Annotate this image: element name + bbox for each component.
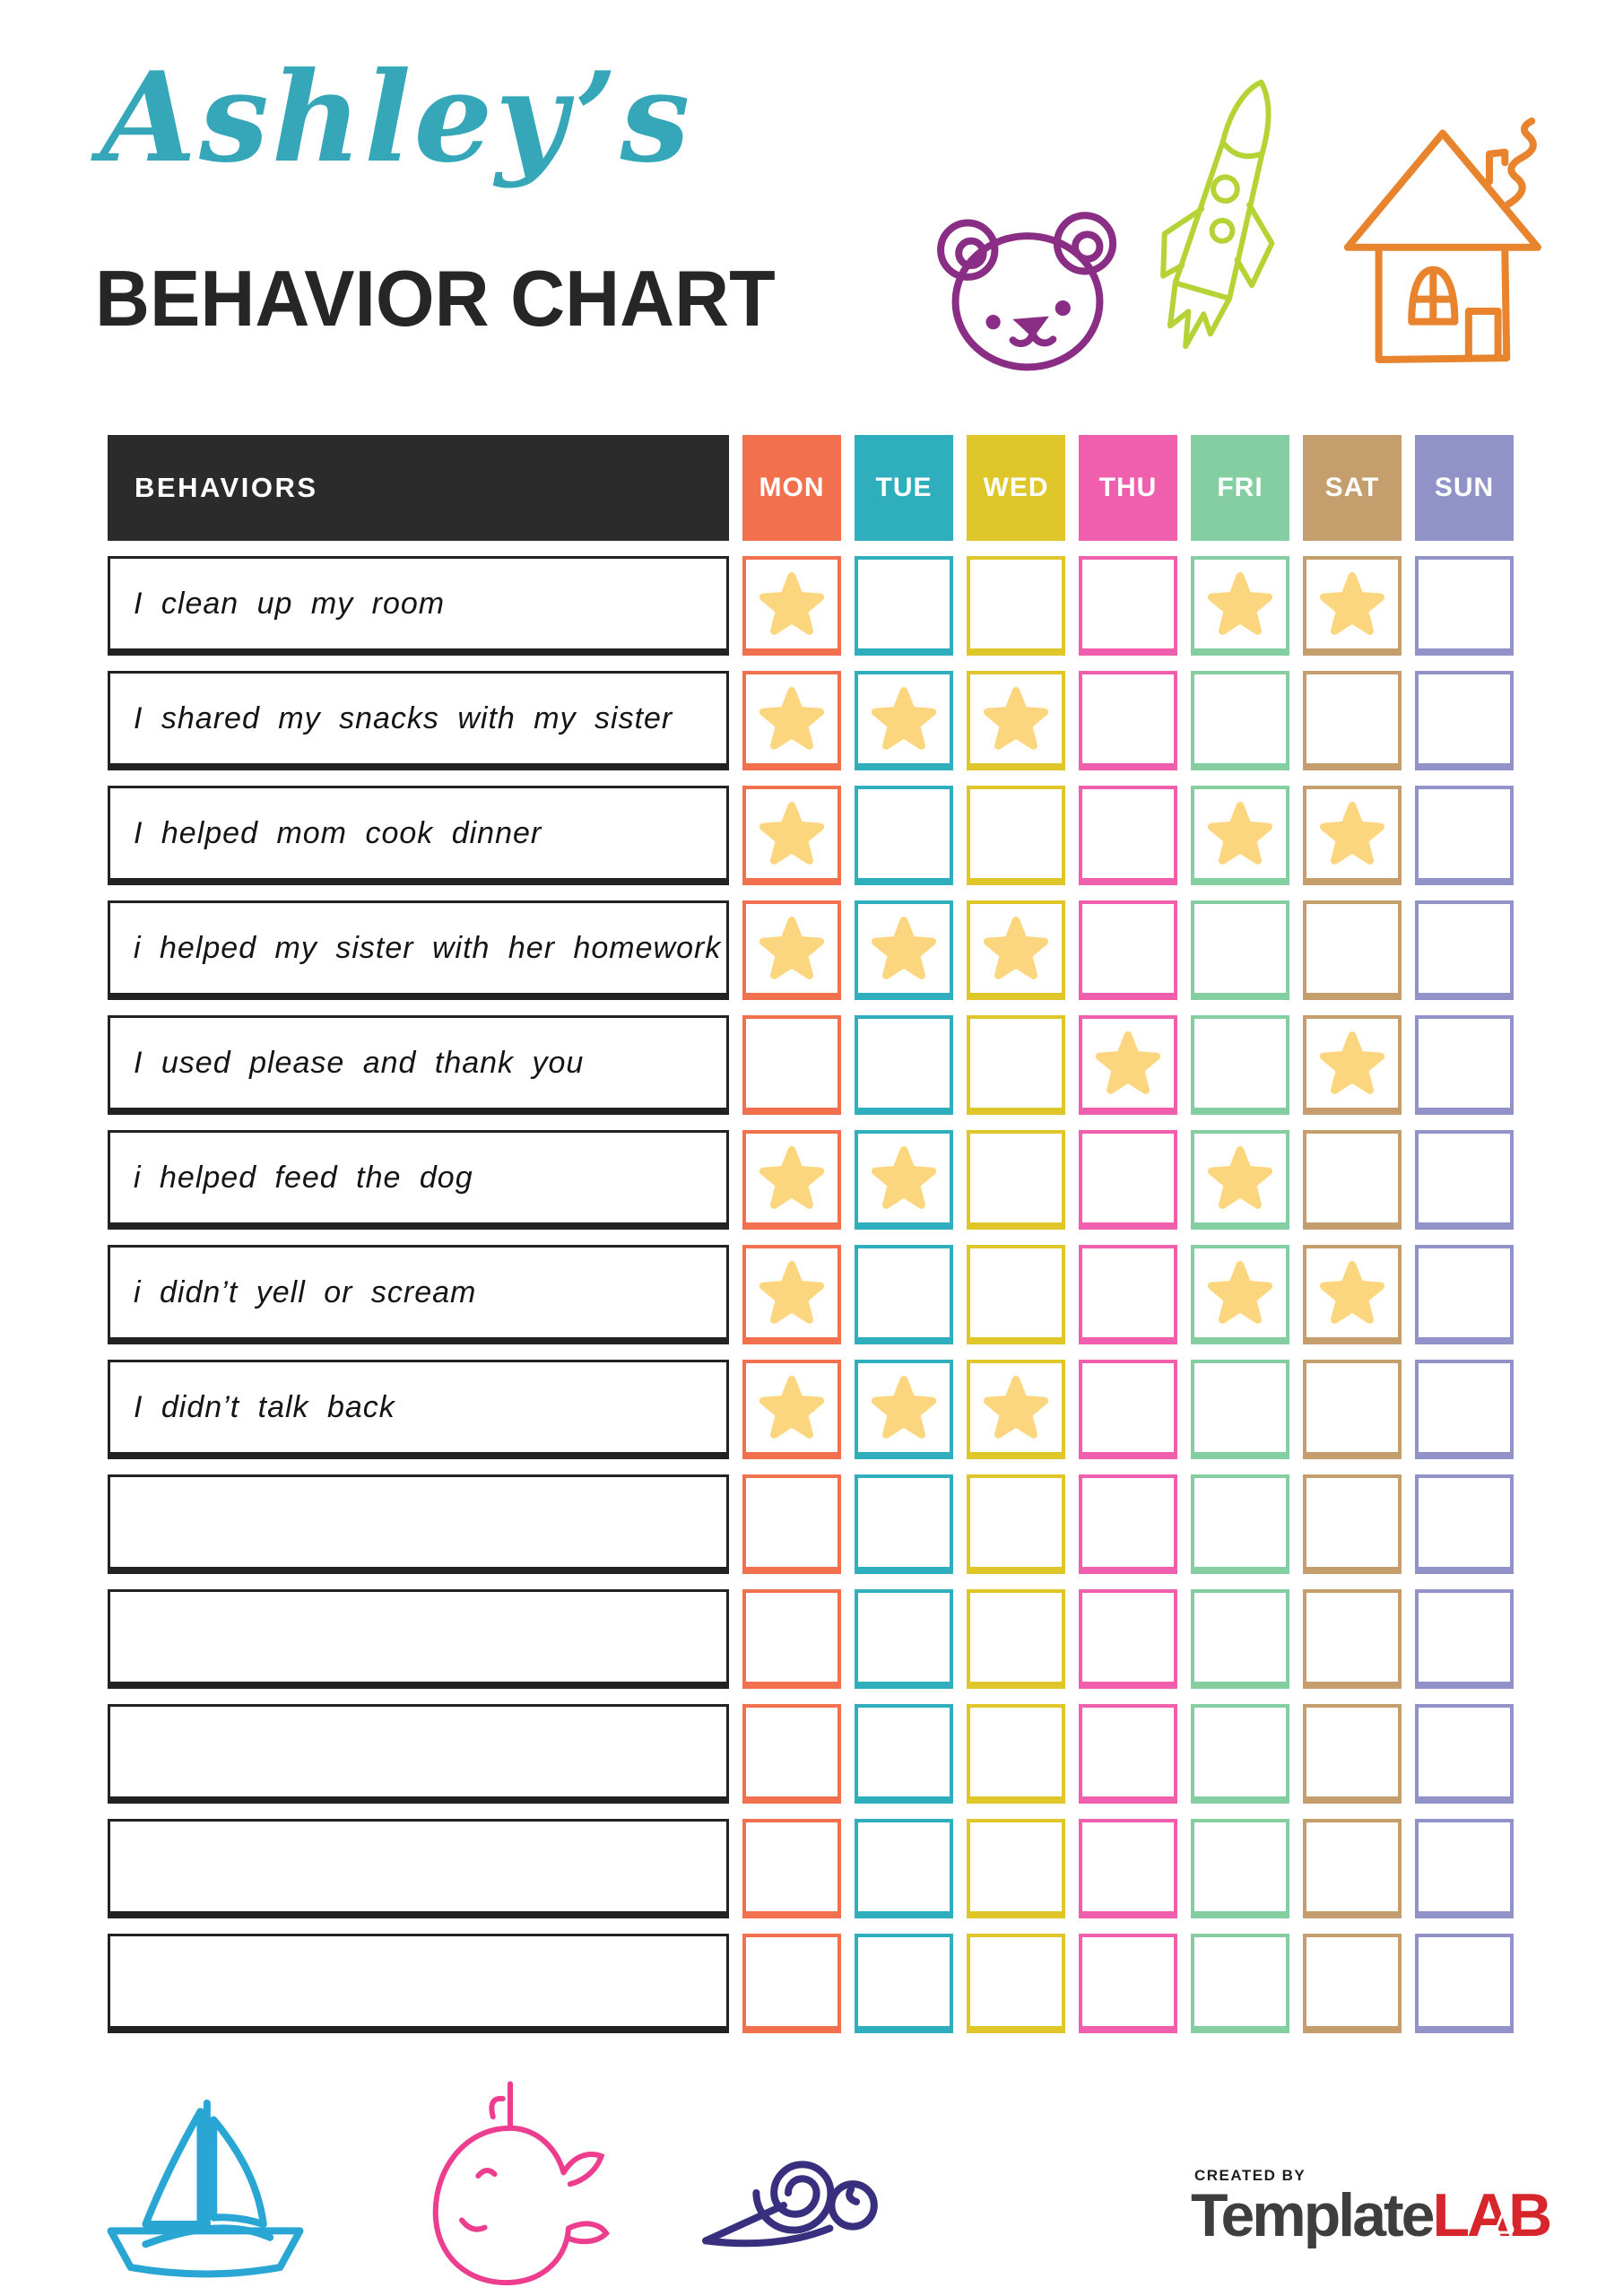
day-cell-r8-sat[interactable] [1303, 1360, 1402, 1459]
brand-name-red: LAB [1432, 2181, 1550, 2249]
day-cell-r2-wed[interactable] [967, 671, 1065, 770]
day-cell-r13-wed[interactable] [967, 1934, 1065, 2033]
day-cell-r8-mon[interactable] [742, 1360, 841, 1459]
day-cell-r10-tue[interactable] [855, 1589, 953, 1689]
brand-name [1191, 2181, 1550, 2249]
day-cell-r4-wed[interactable] [967, 900, 1065, 1000]
behavior-label-cell-4[interactable]: i helped my sister with her homework [108, 900, 729, 1000]
behavior-label-cell-3[interactable]: I helped mom cook dinner [108, 786, 729, 885]
star-icon [1208, 1146, 1272, 1211]
day-cell-r7-mon[interactable] [742, 1245, 841, 1344]
star-icon [759, 1376, 824, 1440]
day-cell-r10-fri[interactable] [1191, 1589, 1289, 1689]
behavior-table [108, 435, 1514, 2033]
day-cell-r9-wed[interactable] [967, 1474, 1065, 1574]
day-cell-r12-sat[interactable] [1303, 1819, 1402, 1918]
day-cell-r13-tue[interactable] [855, 1934, 953, 2033]
star-icon [984, 1376, 1048, 1440]
star-icon [872, 917, 936, 981]
day-cell-r1-sat[interactable] [1303, 556, 1402, 656]
brand-logo [1191, 2167, 1550, 2249]
day-cell-r4-sat[interactable] [1303, 900, 1402, 1000]
behavior-label-cell-12[interactable] [108, 1819, 729, 1918]
day-cell-r4-tue[interactable] [855, 900, 953, 1000]
rocket-icon [1141, 70, 1302, 386]
day-cell-r10-thu[interactable] [1079, 1589, 1177, 1689]
day-cell-r13-fri[interactable] [1191, 1934, 1289, 2033]
star-icon [759, 687, 824, 752]
brand-name-gray: Template [1191, 2181, 1433, 2249]
star-icon [1320, 1031, 1384, 1096]
behavior-label-cell-1[interactable]: I clean up my room [108, 556, 729, 656]
day-cell-r8-sun[interactable] [1415, 1360, 1514, 1459]
behavior-label-cell-13[interactable] [108, 1934, 729, 2033]
day-cell-r5-thu[interactable] [1079, 1015, 1177, 1115]
day-cell-r1-mon[interactable] [742, 556, 841, 656]
day-cell-r5-wed[interactable] [967, 1015, 1065, 1115]
day-cell-r2-tue[interactable] [855, 671, 953, 770]
star-icon [759, 802, 824, 866]
day-cell-r6-tue[interactable] [855, 1130, 953, 1230]
day-cell-r10-mon[interactable] [742, 1589, 841, 1689]
day-cell-r12-tue[interactable] [855, 1819, 953, 1918]
day-cell-r8-fri[interactable] [1191, 1360, 1289, 1459]
day-cell-r3-mon[interactable] [742, 786, 841, 885]
day-cell-r13-mon[interactable] [742, 1934, 841, 2033]
behavior-label-cell-11[interactable] [108, 1704, 729, 1804]
day-cell-r11-wed[interactable] [967, 1704, 1065, 1804]
day-cell-r11-mon[interactable] [742, 1704, 841, 1804]
day-cell-r5-sun[interactable] [1415, 1015, 1514, 1115]
day-cell-r4-fri[interactable] [1191, 900, 1289, 1000]
day-cell-r1-sun[interactable] [1415, 556, 1514, 656]
day-cell-r12-wed[interactable] [967, 1819, 1065, 1918]
day-cell-r7-sun[interactable] [1415, 1245, 1514, 1344]
behavior-label-cell-9[interactable] [108, 1474, 729, 1574]
day-cell-r1-fri[interactable] [1191, 556, 1289, 656]
day-cell-r4-mon[interactable] [742, 900, 841, 1000]
day-cell-r4-thu[interactable] [1079, 900, 1177, 1000]
day-cell-r9-sat[interactable] [1303, 1474, 1402, 1574]
day-cell-r10-sat[interactable] [1303, 1589, 1402, 1689]
day-cell-r6-fri[interactable] [1191, 1130, 1289, 1230]
day-header-sun: SUN [1415, 435, 1514, 541]
day-cell-r5-tue[interactable] [855, 1015, 953, 1115]
day-cell-r13-sat[interactable] [1303, 1934, 1402, 2033]
day-cell-r12-thu[interactable] [1079, 1819, 1177, 1918]
day-cell-r3-sat[interactable] [1303, 786, 1402, 885]
day-cell-r12-fri[interactable] [1191, 1819, 1289, 1918]
behaviors-column-header: BEHAVIORS [108, 435, 729, 541]
day-cell-r2-fri[interactable] [1191, 671, 1289, 770]
day-cell-r2-mon[interactable] [742, 671, 841, 770]
day-cell-r6-sat[interactable] [1303, 1130, 1402, 1230]
day-header-tue: TUE [855, 435, 953, 541]
day-cell-r8-tue[interactable] [855, 1360, 953, 1459]
behavior-label-cell-6[interactable]: i helped feed the dog [108, 1130, 729, 1230]
day-cell-r3-tue[interactable] [855, 786, 953, 885]
day-header-fri: FRI [1191, 435, 1289, 541]
day-cell-r12-mon[interactable] [742, 1819, 841, 1918]
day-cell-r5-mon[interactable] [742, 1015, 841, 1115]
day-cell-r13-sun[interactable] [1415, 1934, 1514, 2033]
sailboat-icon [90, 2092, 321, 2291]
day-cell-r2-thu[interactable] [1079, 671, 1177, 770]
behavior-label-cell-7[interactable]: i didn’t yell or scream [108, 1245, 729, 1344]
flask-icon [1494, 2199, 1515, 2235]
page-title: BEHAVIOR CHART [95, 254, 776, 343]
day-cell-r6-wed[interactable] [967, 1130, 1065, 1230]
day-cell-r10-sun[interactable] [1415, 1589, 1514, 1689]
star-icon [984, 687, 1048, 752]
day-cell-r3-thu[interactable] [1079, 786, 1177, 885]
star-icon [759, 572, 824, 637]
child-name-title: Ashley’s [100, 44, 693, 190]
day-cell-r2-sat[interactable] [1303, 671, 1402, 770]
day-header-sat: SAT [1303, 435, 1402, 541]
star-icon [759, 1261, 824, 1326]
day-cell-r1-thu[interactable] [1079, 556, 1177, 656]
day-cell-r9-mon[interactable] [742, 1474, 841, 1574]
day-cell-r3-fri[interactable] [1191, 786, 1289, 885]
day-cell-r2-sun[interactable] [1415, 671, 1514, 770]
day-cell-r1-tue[interactable] [855, 556, 953, 656]
star-icon [759, 917, 824, 981]
day-cell-r8-thu[interactable] [1079, 1360, 1177, 1459]
day-cell-r7-sat[interactable] [1303, 1245, 1402, 1344]
day-cell-r9-thu[interactable] [1079, 1474, 1177, 1574]
day-cell-r12-sun[interactable] [1415, 1819, 1514, 1918]
day-cell-r10-wed[interactable] [967, 1589, 1065, 1689]
day-cell-r3-wed[interactable] [967, 786, 1065, 885]
star-icon [872, 687, 936, 752]
day-cell-r4-sun[interactable] [1415, 900, 1514, 1000]
day-cell-r7-fri[interactable] [1191, 1245, 1289, 1344]
behavior-label-cell-10[interactable] [108, 1589, 729, 1689]
house-icon [1334, 99, 1548, 384]
bear-icon [925, 199, 1130, 371]
created-by-label: CREATED BY [1194, 2167, 1306, 2184]
day-cell-r7-tue[interactable] [855, 1245, 953, 1344]
star-icon [1096, 1031, 1160, 1096]
day-header-mon: MON [742, 435, 841, 541]
day-cell-r9-fri[interactable] [1191, 1474, 1289, 1574]
star-icon [872, 1146, 936, 1211]
star-icon [1320, 1261, 1384, 1326]
snail-icon [674, 2118, 897, 2269]
day-cell-r9-tue[interactable] [855, 1474, 953, 1574]
day-cell-r11-thu[interactable] [1079, 1704, 1177, 1804]
day-cell-r6-thu[interactable] [1079, 1130, 1177, 1230]
day-cell-r7-thu[interactable] [1079, 1245, 1177, 1344]
day-cell-r6-sun[interactable] [1415, 1130, 1514, 1230]
day-cell-r11-tue[interactable] [855, 1704, 953, 1804]
star-icon [759, 1146, 824, 1211]
day-cell-r6-mon[interactable] [742, 1130, 841, 1230]
star-icon [984, 917, 1048, 981]
behavior-label-cell-2[interactable]: I shared my snacks with my sister [108, 671, 729, 770]
day-cell-r11-sun[interactable] [1415, 1704, 1514, 1804]
behavior-label-cell-8[interactable]: I didn’t talk back [108, 1360, 729, 1459]
day-cell-r13-thu[interactable] [1079, 1934, 1177, 2033]
day-cell-r5-fri[interactable] [1191, 1015, 1289, 1115]
day-cell-r1-wed[interactable] [967, 556, 1065, 656]
star-icon [872, 1376, 936, 1440]
star-icon [1320, 802, 1384, 866]
day-cell-r11-fri[interactable] [1191, 1704, 1289, 1804]
day-cell-r5-sat[interactable] [1303, 1015, 1402, 1115]
day-header-thu: THU [1079, 435, 1177, 541]
day-cell-r3-sun[interactable] [1415, 786, 1514, 885]
star-icon [1208, 1261, 1272, 1326]
behavior-label-cell-5[interactable]: I used please and thank you [108, 1015, 729, 1115]
day-cell-r8-wed[interactable] [967, 1360, 1065, 1459]
whale-icon [384, 2079, 637, 2292]
star-icon [1208, 802, 1272, 866]
day-header-wed: WED [967, 435, 1065, 541]
day-cell-r7-wed[interactable] [967, 1245, 1065, 1344]
star-icon [1320, 572, 1384, 637]
day-cell-r11-sat[interactable] [1303, 1704, 1402, 1804]
star-icon [1208, 572, 1272, 637]
day-cell-r9-sun[interactable] [1415, 1474, 1514, 1574]
